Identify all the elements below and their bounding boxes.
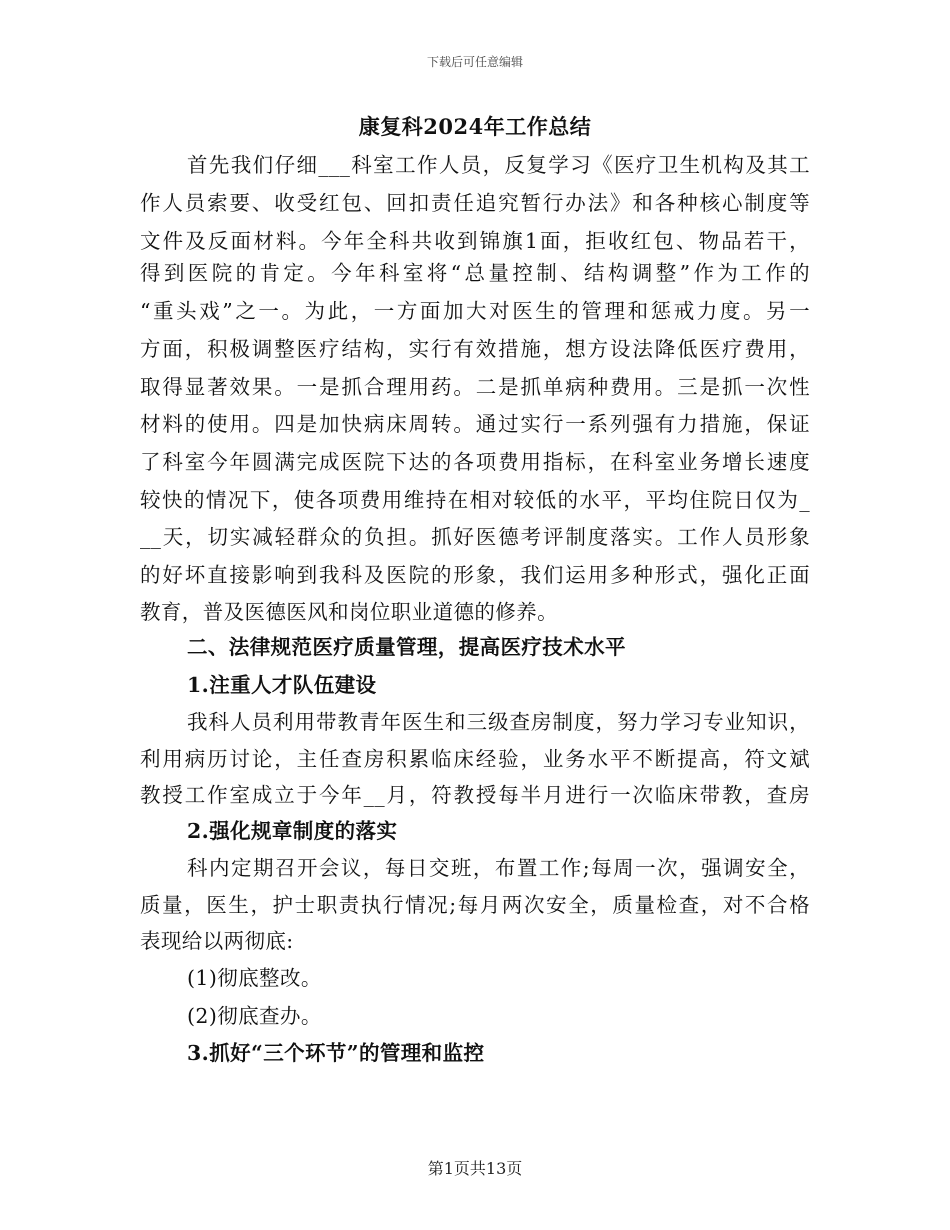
subsection-heading: 1.注重人才队伍建设 bbox=[187, 673, 377, 697]
paragraph-line: 较快的情况下，使各项费用维持在相对较低的水平，平均住院日仅为_ bbox=[140, 488, 810, 512]
paragraph-line: 了科室今年圆满完成医院下达的各项费用指标，在科室业务增长速度 bbox=[140, 450, 810, 474]
paragraph-line: 材料的使用。四是加快病床周转。通过实行一系列强有力措施，保证 bbox=[140, 412, 810, 436]
paragraph-line: 质量，医生，护士职责执行情况;每月两次安全，质量检查，对不合格 bbox=[140, 893, 810, 917]
section-heading: 二、法律规范医疗质量管理，提高医疗技术水平 bbox=[187, 635, 626, 659]
paragraph-line: 得到医院的肯定。今年科室将“总量控制、结构调整”作为工作的 bbox=[140, 261, 810, 285]
paragraph-line: 利用病历讨论，主任查房积累临床经验，业务水平不断提高，符文斌 bbox=[140, 747, 810, 771]
paragraph-line: 科内定期召开会议，每日交班，布置工作;每周一次，强调安全， bbox=[187, 856, 810, 880]
paragraph-line: 教育，普及医德医风和岗位职业道德的修养。 bbox=[140, 600, 558, 624]
paragraph-line: 我科人员利用带教青年医生和三级查房制度，努力学习专业知识， bbox=[187, 710, 810, 734]
subsection-heading: 3.抓好“三个环节”的管理和监控 bbox=[187, 1041, 485, 1065]
document-title: 康复科2024年工作总结 bbox=[358, 114, 592, 139]
subsection-heading: 2.强化规章制度的落实 bbox=[187, 819, 398, 843]
paragraph-line: 教授工作室成立于今年__月，符教授每半月进行一次临床带教，查房 bbox=[140, 783, 810, 807]
paragraph-line: 表现给以两彻底: bbox=[140, 929, 294, 953]
paragraph-line: __天，切实减轻群众的负担。抓好医德考评制度落实。工作人员形象 bbox=[140, 525, 810, 549]
list-item: (1)彻底整改。 bbox=[187, 966, 322, 990]
page-number: 第1页共13页 bbox=[427, 1159, 523, 1178]
paragraph-line: 取得显著效果。一是抓合理用药。二是抓单病种费用。三是抓一次性 bbox=[140, 375, 810, 399]
paragraph-line: 的好坏直接影响到我科及医院的形象，我们运用多种形式，强化正面 bbox=[140, 563, 810, 587]
paragraph-line: 方面，积极调整医疗结构，实行有效措施，想方设法降低医疗费用， bbox=[140, 337, 810, 361]
paragraph-line: 作人员索要、收受红包、回扣责任追究暂行办法》和各种核心制度等 bbox=[140, 191, 810, 215]
paragraph-line: 文件及反面材料。今年全科共收到锦旗1面，拒收红包、物品若干， bbox=[140, 229, 810, 253]
list-item: (2)彻底查办。 bbox=[187, 1004, 322, 1028]
paragraph-line: “重头戏”之一。为此，一方面加大对医生的管理和惩戒力度。另一 bbox=[140, 299, 810, 323]
page-header: 下载后可任意编辑 bbox=[426, 55, 523, 69]
paragraph-line: 首先我们仔细___科室工作人员，反复学习《医疗卫生机构及其工 bbox=[187, 153, 810, 177]
